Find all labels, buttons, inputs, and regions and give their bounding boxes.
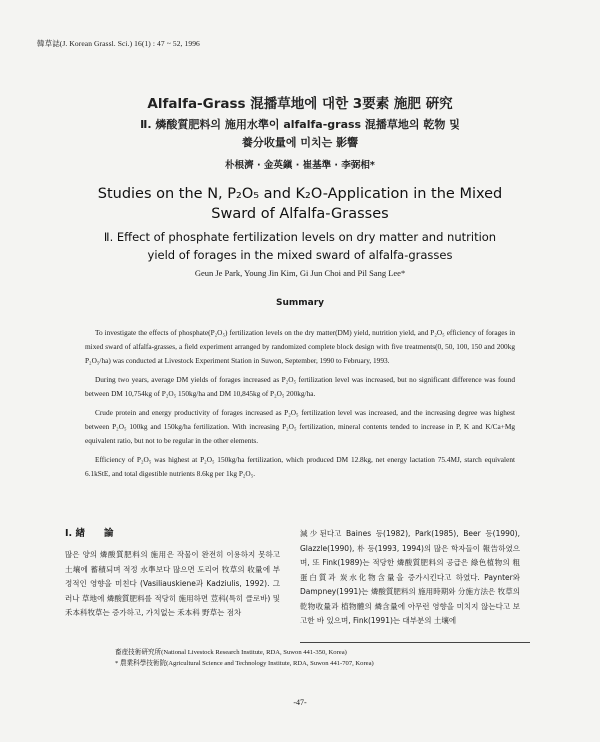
- summary-heading: Summary: [275, 298, 325, 308]
- korean-title-line-3: 養分收量에 미치는 影響: [241, 136, 359, 149]
- english-authors: Geun Je Park, Young Jin Kim, Gi Jun Choi and Pil Sang Lee*: [194, 268, 406, 278]
- page-number: -47-: [293, 698, 307, 707]
- footnote-divider: [300, 642, 530, 643]
- footnote-1: 畜産技術硏究所(National Livestock Research Institute, RDA, Suwon 441-350, Korea): [115, 649, 347, 656]
- intro-left-text: 많은 양의 燐酸質肥料의 施用은 작물이 완전히 이용하지 못하고 土壤에 蓄積되며 적정 水準보다 많으면 도리어 牧草의 收量에 부정적인 영향을 미친다 (Vasiliauskiene과 Kadziulis, 1992). 그러나 草地에 燐酸質肥料를 적당히 施用하면 荳科(특히 클로바) 및 禾本科牧草는 증가하고, 가치없는 禾本科 野草는 점차: [65, 550, 280, 617]
- intro-heading: Ⅰ. 緖 論: [65, 528, 114, 539]
- summary-paragraph-4: Efficiency of P₂O₅ was highest at P₂O₅ 150kg/ha fertilization, which produced DM 12.8kg, net energy lactation 75.4MJ, starch equivalent 6.1kStE, and total digestible nutrients 8.6kg per 1kg P₂O₅.: [85, 455, 515, 478]
- summary-paragraph-3: Crude protein and energy productivity of forages increased as P₂O₅ fertilization level was increased, and the increasing degree was highest between P₂O₅ 100kg and 150kg/ha fertilization. With increasing P₂O₅ fertilization, mineral contents tended to increase in P, K and K/Ca+Mg equivalent ratio, but not to be regular in the other elements.: [85, 408, 515, 445]
- english-subtitle-line-2: yield of forages in the mixed sward of alfalfa-grasses: [147, 248, 453, 262]
- korean-title-line-1: Alfalfa-Grass 混播草地에 대한 3要素 施肥 硏究: [147, 96, 453, 112]
- summary-body: [85, 326, 515, 486]
- footnote-2: * 農業科學技術院(Agricultural Science and Technology Institute, RDA, Suwon 441-707, Korea): [115, 660, 374, 667]
- intro-left-column: [65, 548, 280, 621]
- intro-right-column: [300, 527, 520, 629]
- korean-title-line-2: Ⅱ. 燐酸質肥料의 施用水準이 alfalfa-grass 混播草地의 乾物 및: [140, 118, 460, 131]
- summary-paragraph-2: During two years, average DM yields of forages increased as P₂O₅ fertilization level was increased, but no significant difference was found between DM 10,754kg of P₂O₅ 150kg/ha and DM 10,845kg of P₂O₅ 200kg/ha.: [85, 375, 515, 398]
- intro-right-text: 減少된다고 Baines 등(1982), Park(1985), Beer 등(1990), Glazzle(1990), 朴 등(1993, 1994)의 많은 학자들이 報告하였으며, 또 Fink(1989)는 적당한 燐酸質肥料의 공급은 綠色植物의 粗蛋白質과 炭水化物含量을 증가시킨다고 하였다. Paynter와 Dampney(1991)는 燐酸質肥料의 施用時期와 分施方法은 牧草의 乾物收量과 植物體의 燐含量에 아무런 영향을 미치지 않는다고 보고한 바 있으며, Fink(1991)는 대부분의 土壤에: [300, 529, 520, 625]
- korean-authors: 朴根濟 · 金英鎭 · 崔基準 · 李弼相*: [225, 160, 375, 171]
- summary-paragraph-1: To investigate the effects of phosphate(P₂O₅) fertilization levels on the dry matter(DM) yield, nutrition yield, and P₂O₅ efficiency of forages in mixed sward of alfalfa-grasses, a field experiment arranged by randomized complete block design with five treatments(0, 50, 100, 150 and 200kg P₂O₅/ha) was conducted at Livestock Experiment Station in Suwon, September, 1990 to February, 1993.: [85, 328, 515, 365]
- footnotes: [115, 647, 374, 669]
- journal-citation: 韓草誌(J. Korean Grassl. Sci.) 16(1) : 47 ~ 52, 1996: [37, 39, 200, 48]
- english-subtitle-line-1: Ⅱ. Effect of phosphate fertilization levels on dry matter and nutrition: [103, 230, 497, 244]
- english-title-line-1: Studies on the N, P₂O₅ and K₂O-Application in the Mixed: [97, 186, 503, 202]
- english-title-line-2: Sward of Alfalfa-Grasses: [211, 206, 389, 222]
